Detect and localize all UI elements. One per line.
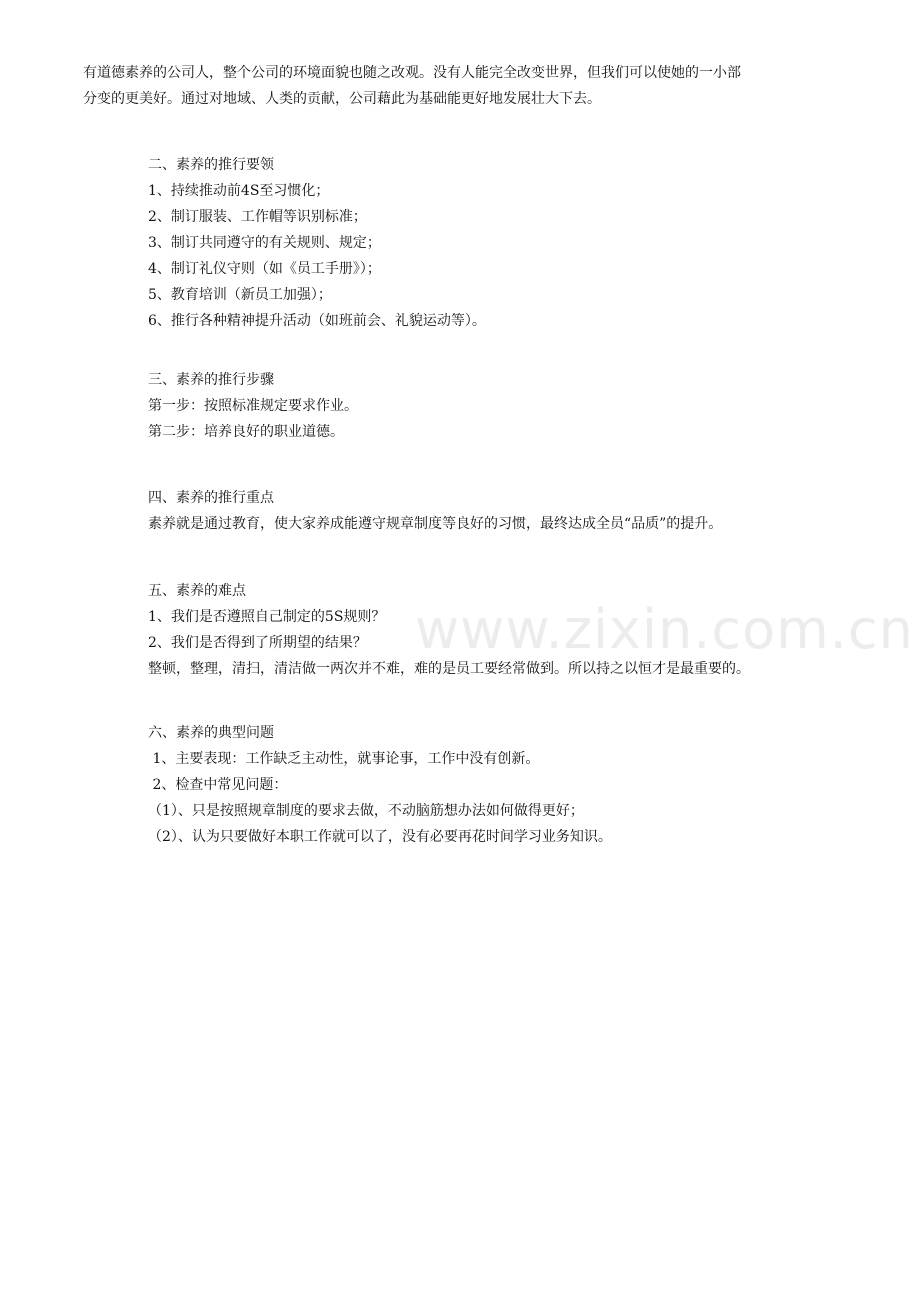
intro-line: 分变的更美好。通过对地域、人类的贡献，公司藉此为基础能更好地发展壮大下去。 xyxy=(83,91,601,107)
section-heading: 二、素养的推行要领 xyxy=(148,157,274,173)
list-item: 4、制订礼仪守则（如《员工手册》）； xyxy=(148,261,381,277)
list-item: 2、我们是否得到了所期望的结果？ xyxy=(148,635,367,651)
section-heading: 三、素养的推行步骤 xyxy=(148,372,274,388)
intro-paragraph xyxy=(83,60,853,112)
list-item: 1、持续推动前4S至习惯化； xyxy=(148,183,330,199)
list-item: 1、我们是否遵照自己制定的5S规则？ xyxy=(148,609,386,625)
section-heading: 六、素养的典型问题 xyxy=(148,725,274,741)
section-heading: 五、素养的难点 xyxy=(148,583,246,599)
list-item: 1、主要表现：工作缺乏主动性，就事论事，工作中没有创新。 xyxy=(148,751,540,767)
list-item: （2）、认为只要做好本职工作就可以了，没有必要再花时间学习业务知识。 xyxy=(148,829,612,845)
watermark: www.zixin.com.cn xyxy=(415,598,914,661)
list-item: 第二步：培养良好的职业道德。 xyxy=(148,424,344,440)
list-item: 6、推行各种精神提升活动（如班前会、礼貌运动等）。 xyxy=(148,313,486,329)
paragraph: 整顿，整理，清扫，清洁做一两次并不难，难的是员工要经常做到。所以持之以恒才是最重要的。 xyxy=(148,661,750,677)
section-typical-problems xyxy=(148,720,868,850)
list-item: 2、检查中常见问题： xyxy=(148,777,288,793)
section-promotion-steps xyxy=(148,367,868,445)
list-item: （1）、只是按照规章制度的要求去做，不动脑筋想办法如何做得更好； xyxy=(148,803,584,819)
list-item: 3、制订共同遵守的有关规则、规定； xyxy=(148,235,381,251)
intro-line: 有道德素养的公司人，整个公司的环境面貌也随之改观。没有人能完全改变世界，但我们可以使她的一小部 xyxy=(83,65,741,81)
section-promotion-focus xyxy=(148,485,868,537)
section-heading: 四、素养的推行重点 xyxy=(148,490,274,506)
section-promotion-essentials xyxy=(148,152,868,334)
paragraph: 素养就是通过教育，使大家养成能遵守规章制度等良好的习惯，最终达成全员“品质”的提升。 xyxy=(148,516,723,532)
list-item: 5、教育培训（新员工加强）； xyxy=(148,287,332,303)
list-item: 第一步：按照标准规定要求作业。 xyxy=(148,398,358,414)
section-difficulties xyxy=(148,578,868,682)
list-item: 2、制订服装、工作帽等识别标准； xyxy=(148,209,367,225)
